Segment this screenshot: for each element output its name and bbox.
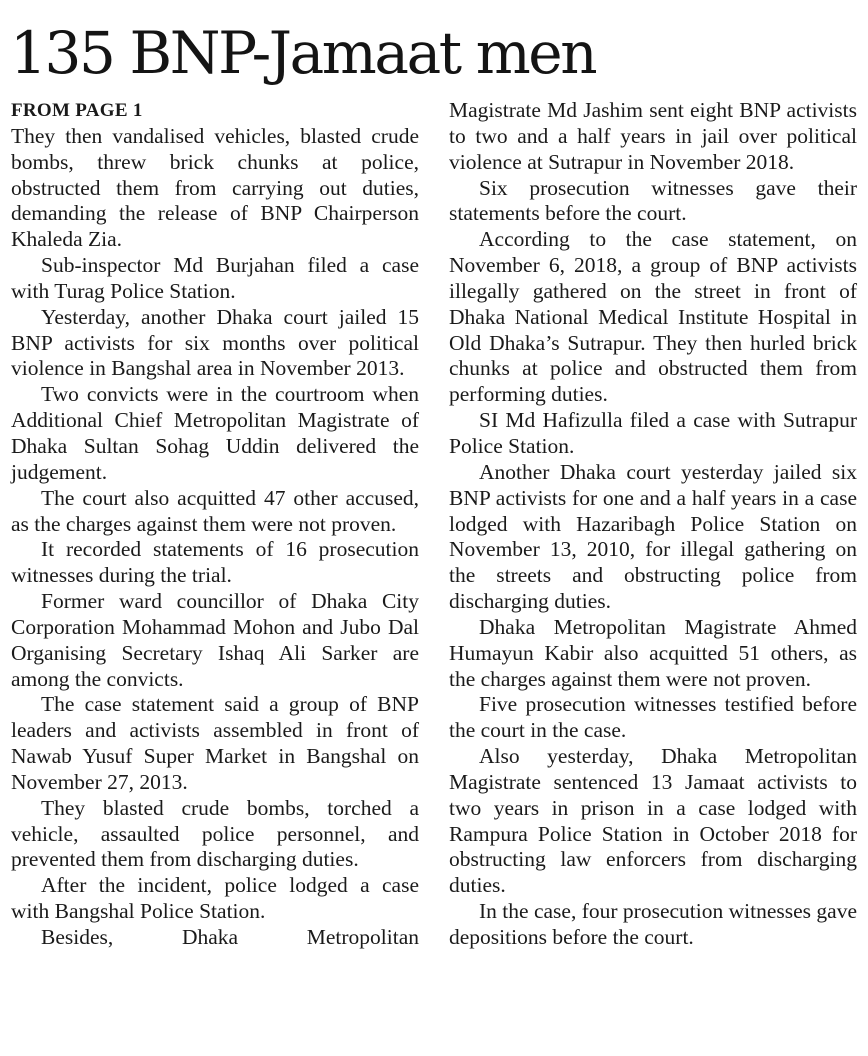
article-paragraph: They blasted crude bombs, torched a vehicle, assaulted police personnel, and prevented them from discharging duties. bbox=[11, 795, 419, 872]
article-paragraph: According to the case statement, on November 6, 2018, a group of BNP activists illegally gathered on the street in front of Dhaka National Medical Institute Hospital in Old Dhaka’s Sutrapur. They then hurled brick chunks at police and obstructed them from performing duties. bbox=[449, 227, 857, 407]
article-paragraph: Five prosecution witnesses testified before the court in the case. bbox=[449, 692, 857, 743]
headline: 135 BNP-Jamaat men bbox=[10, 19, 596, 87]
article-paragraph: Six prosecution witnesses gave their statements before the court. bbox=[449, 175, 857, 226]
article-paragraph: Also yesterday, Dhaka Metropolitan Magistrate sentenced 13 Jamaat activists to two years in prison in a case lodged with Rampura Police Station in October 2018 for obstructing law enforcers from discharging duties. bbox=[449, 744, 857, 898]
article-paragraph: Former ward councillor of Dhaka City Corporation Mohammad Mohon and Jubo Dal Organising Secretary Ishaq Ali Sarker are among the convicts. bbox=[11, 589, 419, 691]
article-paragraph: The case statement said a group of BNP leaders and activists assembled in front of Nawab Yusuf Super Market in Bangshal on November 27, 2013. bbox=[11, 692, 419, 794]
article-paragraph: After the incident, police lodged a case with Bangshal Police Station. bbox=[11, 873, 419, 924]
article-paragraph: Dhaka Metropolitan Magistrate Ahmed Humayun Kabir also acquitted 51 others, as the charges against them were not proven. bbox=[449, 614, 857, 691]
article-paragraph: The court also acquitted 47 other accused, as the charges against them were not proven. bbox=[11, 485, 419, 536]
article-paragraph: Sub-inspector Md Burjahan filed a case with Turag Police Station. bbox=[11, 253, 419, 303]
article-paragraph: Another Dhaka court yesterday jailed six BNP activists for one and a half years in a case lodged with Hazaribagh Police Station on November 13, 2010, for illegal gathering on the streets and obstructing police from discharging duties. bbox=[449, 459, 857, 614]
article-column-right bbox=[449, 98, 857, 951]
article-paragraph bbox=[11, 98, 419, 253]
paragraph-text: They then vandalised vehicles, blasted crude bombs, threw brick chunks at police, obstructed them from carrying out duties, demanding the release of BNP Chairperson Khaleda Zia. bbox=[11, 123, 419, 252]
article-paragraph: Magistrate Md Jashim sent eight BNP activists to two and a half years in jail over political violence at Sutrapur in November 2018. bbox=[449, 98, 857, 174]
article-paragraph: Yesterday, another Dhaka court jailed 15 BNP activists for six months over political violence in Bangshal area in November 2013. bbox=[11, 304, 419, 381]
article-paragraph: SI Md Hafizulla filed a case with Sutrapur Police Station. bbox=[449, 408, 857, 458]
article-column-left bbox=[11, 98, 419, 951]
article-paragraph: In the case, four prosecution witnesses gave depositions before the court. bbox=[449, 899, 857, 949]
article-paragraph: It recorded statements of 16 prosecution witnesses during the trial. bbox=[11, 537, 419, 588]
jump-label: FROM PAGE 1 bbox=[11, 100, 143, 121]
article-paragraph: Besides, Dhaka Metropolitan bbox=[41, 925, 419, 949]
article-paragraph: Two convicts were in the courtroom when Additional Chief Metropolitan Magistrate of Dhaka Sultan Sohag Uddin delivered the judgement. bbox=[11, 382, 419, 484]
